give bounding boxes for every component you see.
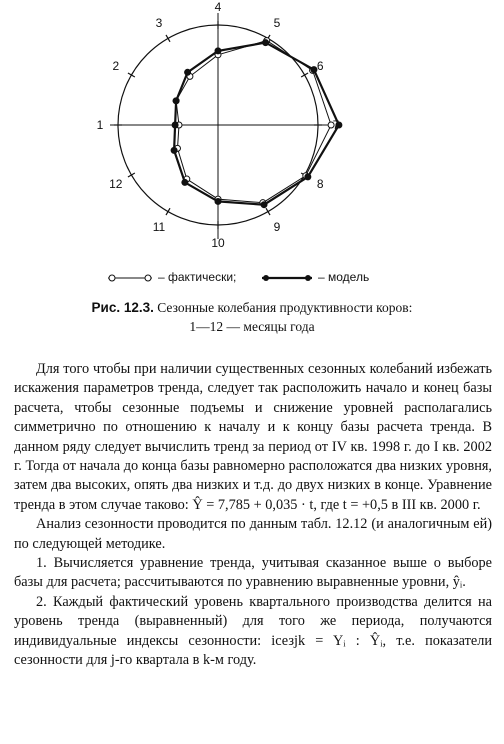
axis-tick-3 <box>166 35 170 42</box>
axis-label-5: 5 <box>273 15 281 30</box>
seasonal-radar-chart <box>0 0 504 292</box>
axis-tick-2 <box>128 73 135 77</box>
series-0-point-7 <box>328 122 334 128</box>
caption-label: Рис. 12.3. <box>91 300 154 315</box>
axis-label-9: 9 <box>273 220 281 235</box>
axis-label-12: 12 <box>109 177 123 191</box>
series-1-point-5 <box>263 40 269 46</box>
series-1-point-7 <box>336 122 342 128</box>
chart-legend <box>0 268 504 288</box>
axis-tick-6 <box>301 73 308 77</box>
caption-line2: 1—12 — месяцы года <box>189 319 315 334</box>
caption-line1: Сезонные колебания продуктивности коров: <box>157 300 413 315</box>
legend-model-label: – модель <box>318 270 370 284</box>
axis-label-6: 6 <box>316 59 324 73</box>
chart-layer <box>97 0 342 250</box>
figure-caption <box>20 298 484 336</box>
axis-label-10: 10 <box>211 236 225 250</box>
series-1-point-4 <box>215 48 221 54</box>
series-1-point-8 <box>305 174 311 180</box>
series-1-point-9 <box>261 202 267 208</box>
legend-actual-marker <box>108 275 152 281</box>
axis-label-1: 1 <box>96 118 104 132</box>
series-1-point-1 <box>172 122 178 128</box>
axis-label-8: 8 <box>316 177 324 191</box>
legend-actual-label: – фактически; <box>158 270 237 284</box>
axis-tick-9 <box>266 208 270 215</box>
axis-label-3: 3 <box>155 15 163 30</box>
series-1-point-11 <box>182 179 188 185</box>
legend-markers <box>0 268 504 288</box>
paragraph-2: Анализ сезонности проводится по данным табл. 12.12 (и аналогичным ей) по следующей методике. <box>14 516 492 552</box>
series-1-point-10 <box>215 198 221 204</box>
axis-label-2: 2 <box>112 59 120 73</box>
axis-tick-11 <box>166 208 170 215</box>
axis-tick-12 <box>128 173 135 177</box>
series-1-point-3 <box>185 69 191 75</box>
series-1-point-12 <box>171 147 177 153</box>
axis-label-11: 11 <box>152 220 166 235</box>
paragraph-3: 1. Вычисляется уравнение тренда, учитывая сказанное выше о выборе базы для расчета; рассчитываются по уравнению выравненные уровни, ŷᵢ. <box>14 555 492 591</box>
series-1-point-6 <box>311 67 317 73</box>
paragraph-4: 2. Каждый фактический уровень квартального производства делится на уровень тренда (выравненный) для того же периода, получаются индивидуальные индексы сезонности: iсезjk = Yᵢ : Ŷᵢ, т.е. показатели сезонности для j-го квартала в k-м году. <box>14 593 492 669</box>
series-1-point-2 <box>173 98 179 104</box>
paragraph-1: Для того чтобы при наличии существенных сезонных колебаний избежать искажения параметров тренда, следует так расположить начало и конец базы расчета, чтобы сезонные подъемы и снижение уровней располагались симметрично по отношению к началу и к концу базы расчета тренда. В данном ряду следует вычислить тренд за период от IV кв. 1998 г. до I кв. 2002 г. Тогда от начала до конца базы равномерно расположатся два низких уровня, затем два высоких, опять два низких и т.д. до двух низких в конце. Уравнение тренда в этом случае таково: Ŷ = 7,785 + 0,035 · t, где t = +0,5 в III кв. 2000 г. <box>14 361 492 513</box>
body-text <box>14 360 492 671</box>
axis-label-4: 4 <box>214 0 222 14</box>
legend-model-marker <box>262 275 312 281</box>
